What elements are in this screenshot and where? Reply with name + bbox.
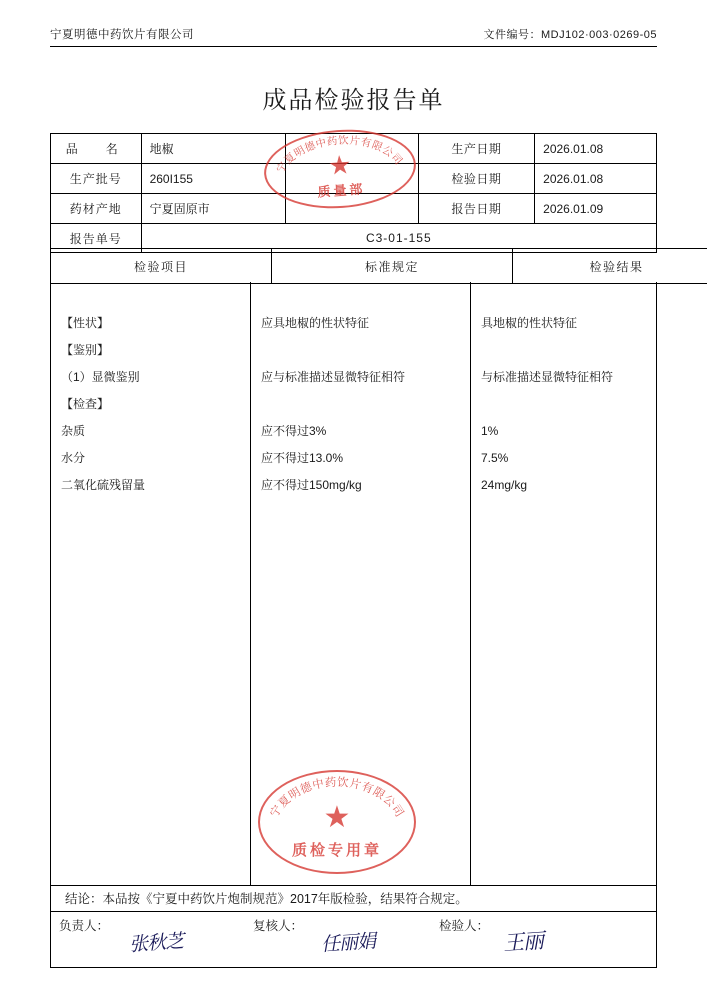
result-item-name: 【鉴别】 xyxy=(61,343,110,357)
info-table xyxy=(50,133,657,253)
report-no-value: C3-01-155 xyxy=(141,224,656,253)
report-date-label: 报告日期 xyxy=(418,194,535,224)
table-row xyxy=(51,336,658,363)
document-header xyxy=(50,26,657,47)
table-row xyxy=(51,417,658,444)
inspector-signature: 王丽 xyxy=(502,928,544,956)
signature-block xyxy=(50,912,657,968)
origin-value: 宁夏固原市 xyxy=(141,194,286,224)
star-icon: ★ xyxy=(327,148,353,181)
result-item-name: 二氧化硫残留量 xyxy=(61,478,146,492)
product-name-label: 品 名 xyxy=(51,134,142,164)
responsible-label: 负责人： xyxy=(59,919,110,933)
inspector-label: 检验人： xyxy=(439,919,490,933)
table-row xyxy=(51,282,658,309)
result-standard: 应不得过150mg/kg xyxy=(261,478,362,492)
table-row xyxy=(51,363,658,390)
stamp-bottom-text: 质检专用章 xyxy=(291,842,382,859)
responsible-signature: 张秋芝 xyxy=(128,931,184,956)
results-body xyxy=(50,282,657,886)
result-standard: 应与标准描述显微特征相符 xyxy=(261,370,406,384)
stamp-top-arc-label: 宁夏明德中药饮片有限公司 xyxy=(275,135,405,176)
inspection-date-value: 2026.01.08 xyxy=(535,164,657,194)
result-value: 7.5% xyxy=(481,450,509,465)
stamp-bottom-arc-label: 宁夏明德中药饮片有限公司 xyxy=(268,776,406,820)
page-title: 成品检验报告单 xyxy=(262,87,445,114)
result-standard: 应不得过3% xyxy=(261,424,327,438)
results-rows xyxy=(51,282,658,498)
conclusion-text: 结论：本品按《宁夏中药饮片炮制规范》2017年版检验，结果符合规定。 xyxy=(50,886,657,912)
result-standard: 应具地椒的性状特征 xyxy=(261,316,370,330)
result-item-name: 水分 xyxy=(61,451,86,465)
inspection-date-label: 检验日期 xyxy=(418,164,535,194)
table-row xyxy=(51,134,657,164)
stamp-top-text: 质量部 xyxy=(317,181,366,200)
blank-cell-3 xyxy=(286,194,418,224)
table-row xyxy=(51,309,658,336)
blank-cell-1 xyxy=(286,134,418,164)
production-date-value: 2026.01.08 xyxy=(535,134,657,164)
table-row xyxy=(51,471,658,498)
review-label: 复核人： xyxy=(253,919,304,933)
star-icon: ★ xyxy=(323,801,351,834)
table-row xyxy=(51,444,658,471)
document-number: 文件编号：MDJ102·003·0269-05 xyxy=(483,29,657,41)
table-row xyxy=(51,164,657,194)
batch-no-value: 260I155 xyxy=(141,164,286,194)
table-row xyxy=(51,194,657,224)
company-name: 宁夏明德中药饮片有限公司 xyxy=(50,29,194,41)
result-standard: 应不得过13.0% xyxy=(261,451,344,465)
result-item-name: 【检查】 xyxy=(61,397,110,411)
column-header-standard: 标准规定 xyxy=(272,249,513,284)
review-signature: 任丽娟 xyxy=(320,931,376,956)
result-value: 24mg/kg xyxy=(481,477,528,492)
result-value: 1% xyxy=(481,423,499,438)
result-item-name: （1）显微鉴别 xyxy=(61,370,140,384)
production-date-label: 生产日期 xyxy=(418,134,535,164)
blank-cell-2 xyxy=(286,164,418,194)
product-name-value: 地椒 xyxy=(141,134,286,164)
table-header-row xyxy=(51,249,707,284)
column-header-item: 检验项目 xyxy=(51,249,272,284)
report-no-label: 报告单号 xyxy=(51,224,142,253)
table-row xyxy=(51,390,658,417)
result-item-name: 【性状】 xyxy=(61,316,110,330)
column-header-result: 检验结果 xyxy=(513,249,707,284)
result-item-name: 杂质 xyxy=(61,424,86,438)
batch-no-label: 生产批号 xyxy=(51,164,142,194)
origin-label: 药材产地 xyxy=(51,194,142,224)
result-value: 与标准描述显微特征相符 xyxy=(481,370,614,384)
results-header-table xyxy=(50,248,707,284)
report-date-value: 2026.01.09 xyxy=(535,194,657,224)
result-value: 具地椒的性状特征 xyxy=(481,316,578,330)
